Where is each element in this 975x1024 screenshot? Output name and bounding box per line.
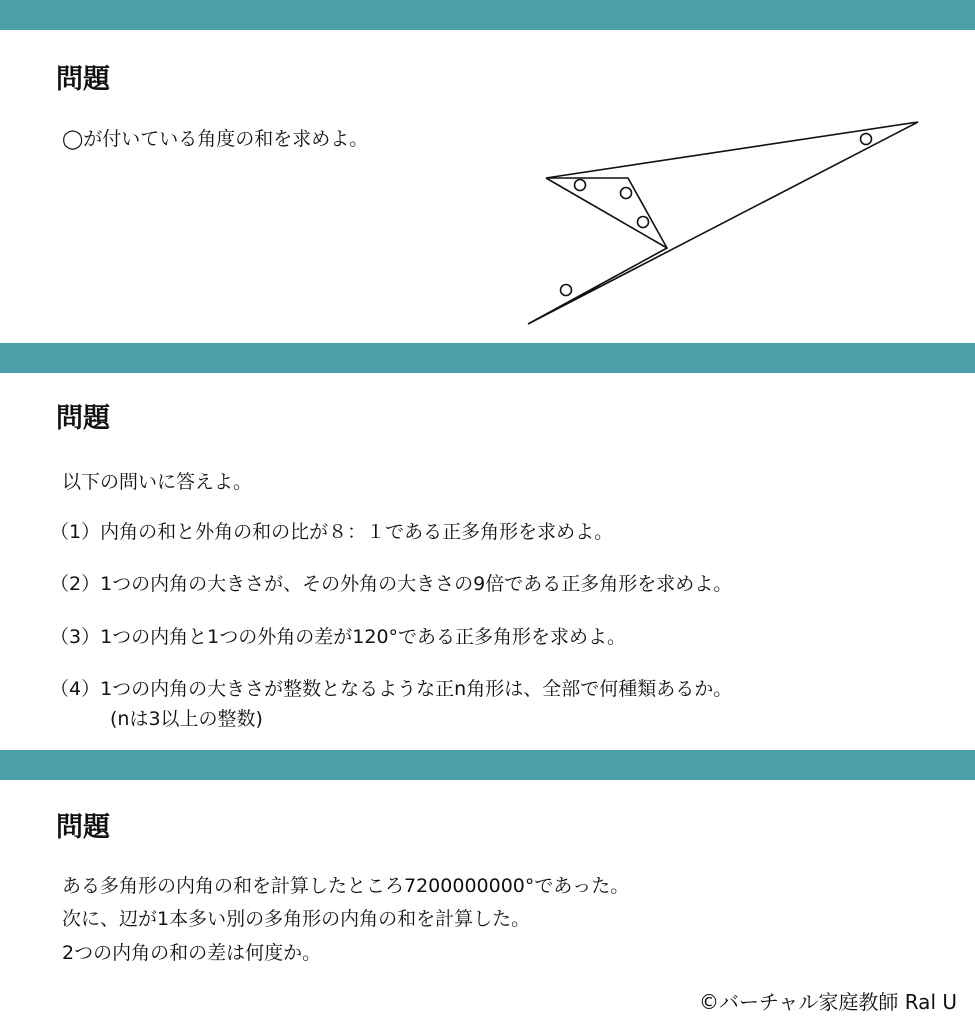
problem-2-item-3: （3）1つの内角と1つの外角の差が120°である正多角形を求めよ。 (50, 626, 627, 648)
problem-3-line-2: 次に、辺が1本多い別の多角形の内角の和を計算した。 (62, 908, 531, 930)
problem-2-intro: 以下の問いに答えよ。 (62, 471, 253, 493)
middle-band-1 (0, 343, 975, 373)
problem-2-item-4-note: (nは3以上の整数) (110, 708, 263, 730)
large-triangle-outline (528, 122, 918, 324)
angle-mark-5 (561, 285, 572, 296)
copyright-credit: ©バーチャル家庭教師 Ral U (698, 990, 957, 1014)
problem-3-title: 問題 (56, 812, 110, 843)
angle-mark-1 (575, 180, 586, 191)
problem-2-title: 問題 (56, 403, 110, 434)
problem-3-line-1: ある多角形の内角の和を計算したところ7200000000°であった。 (62, 875, 630, 897)
angle-mark-2 (861, 134, 872, 145)
middle-band-2 (0, 750, 975, 780)
problem-2-item-2: （2）1つの内角の大きさが、その外角の大きさの9倍である正多角形を求めよ。 (50, 573, 733, 595)
problem-3-line-3: 2つの内角の和の差は何度か。 (62, 942, 322, 964)
problem-1-title: 問題 (56, 64, 110, 95)
angle-mark-4 (638, 217, 649, 228)
problem-2-item-1: （1）内角の和と外角の和の比が８：１である正多角形を求めよ。 (50, 521, 614, 543)
problem-2-item-4: （4）1つの内角の大きさが整数となるような正n角形は、全部で何種類あるか。 (50, 678, 733, 700)
inner-segment (546, 178, 667, 248)
angle-mark-3 (621, 188, 632, 199)
triangle-figure (520, 115, 930, 330)
problem-1-prompt: ◯が付いている角度の和を求めよ。 (62, 128, 369, 150)
top-band (0, 0, 975, 30)
